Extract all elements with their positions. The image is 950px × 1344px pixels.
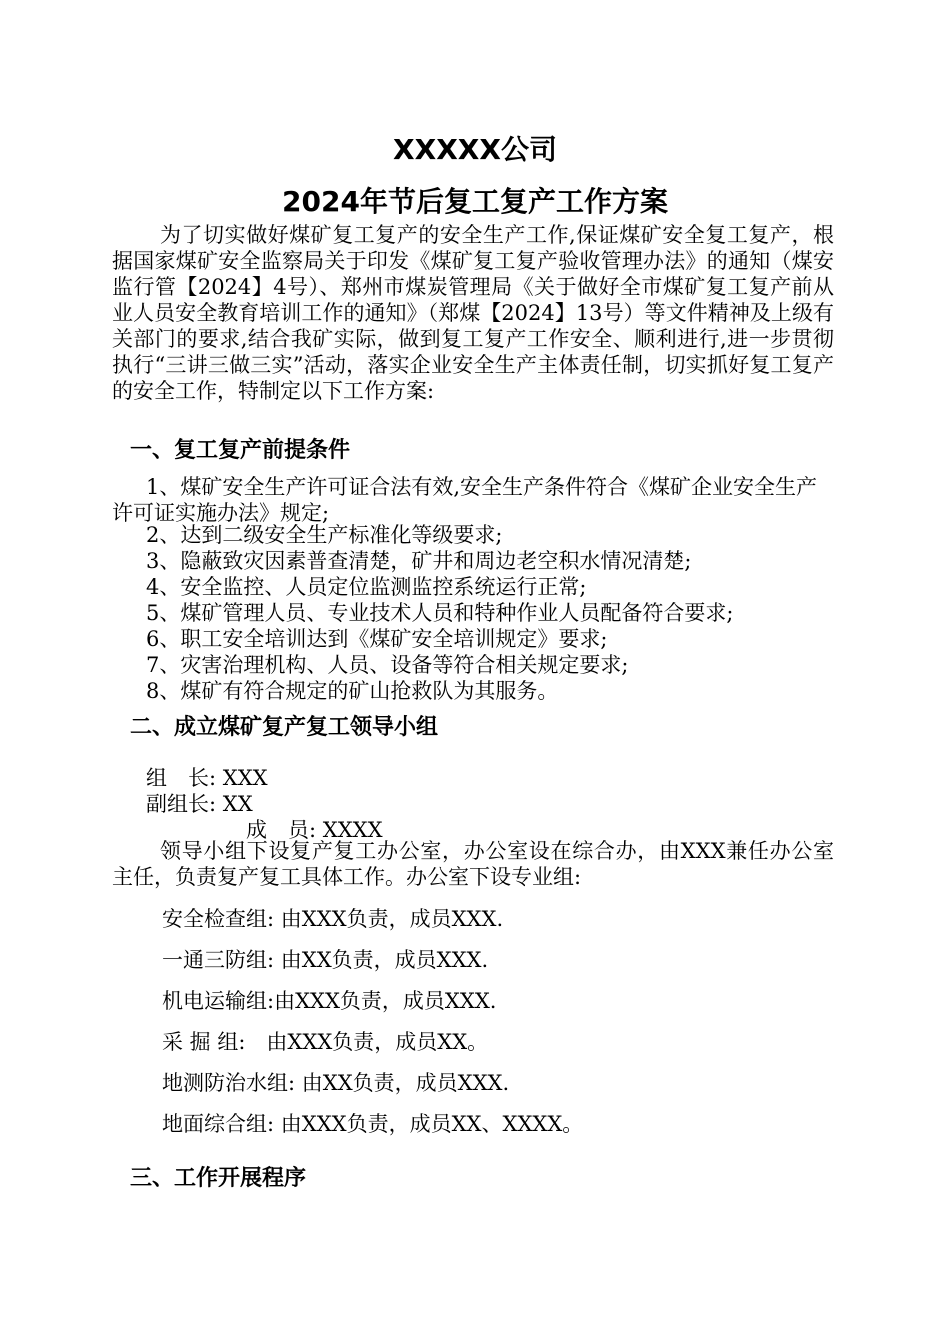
condition-item-4: 4、安全监控、人员定位监测监控系统运行正常; [146,575,587,599]
group-safety-inspection: 安全检查组: 由XXX负责，成员XXX. [162,907,504,931]
group-water-control: 地测防治水组: 由XX负责，成员XXX. [162,1071,510,1095]
condition-item-7: 7、灾害治理机构、人员、设备等符合相关规定要求; [146,653,629,677]
leader-line: 组 长: XXX [146,766,268,790]
section-heading-3: 三、工作开展程序 [130,1166,307,1191]
members-line: 成 员: XXXX [246,818,383,842]
deputy-line: 副组长: XX [146,792,253,816]
group-ventilation: 一通三防组: 由XX负责，成员XXX. [162,948,489,972]
group-ground-general: 地面综合组: 由XXX负责，成员XX、XXXX。 [162,1112,584,1136]
group-electromechanical: 机电运输组:由XXX负责，成员XXX. [162,989,497,1013]
section-heading-1: 一、复工复产前提条件 [130,438,351,463]
condition-item-6: 6、职工安全培训达到《煤矿安全培训规定》要求; [146,627,608,651]
document-title: 2024年节后复工复产工作方案 [282,185,668,218]
condition-item-5: 5、煤矿管理人员、专业技术人员和特种作业人员配备符合要求; [146,601,734,625]
company-title: XXXXX公司 [393,133,557,166]
section-heading-2: 二、成立煤矿复产复工领导小组 [130,715,439,740]
condition-item-2: 2、达到二级安全生产标准化等级要求; [146,523,503,547]
group-mining: 采 掘 组: 由XXX负责，成员XX。 [162,1030,489,1054]
condition-item-1: 1、煤矿安全生产许可证合法有效,安全生产条件符合《煤矿企业安全生产许可证实施办法》规定; [112,475,818,525]
office-paragraph: 领导小组下设复产复工办公室，办公室设在综合办，由XXX兼任办公室主任，负责复产复工具体工作。办公室下设专业组: [112,839,834,889]
condition-item-8: 8、煤矿有符合规定的矿山抢救队为其服务。 [146,679,559,703]
intro-paragraph: 为了切实做好煤矿复工复产的安全生产工作,保证煤矿安全复工复产，根据国家煤矿安全监察局关于印发《煤矿复工复产验收管理办法》的通知（煤安监行管【2024】4号）、郑州市煤炭管理局《关于做好全市煤矿复工复产前从业人员安全教育培训工作的通知》（郑煤【2024】13号）等文件精神及上级有关部门的要求,结合我矿实际，做到复工复产工作安全、顺利进行,进一步贯彻执行“三讲三做三实”活动，落实企业安全生产主体责任制，切实抓好复工复产的安全工作，特制定以下工作方案: [112,223,834,403]
condition-item-3: 3、隐蔽致灾因素普查清楚，矿井和周边老空积水情况清楚; [146,549,692,573]
